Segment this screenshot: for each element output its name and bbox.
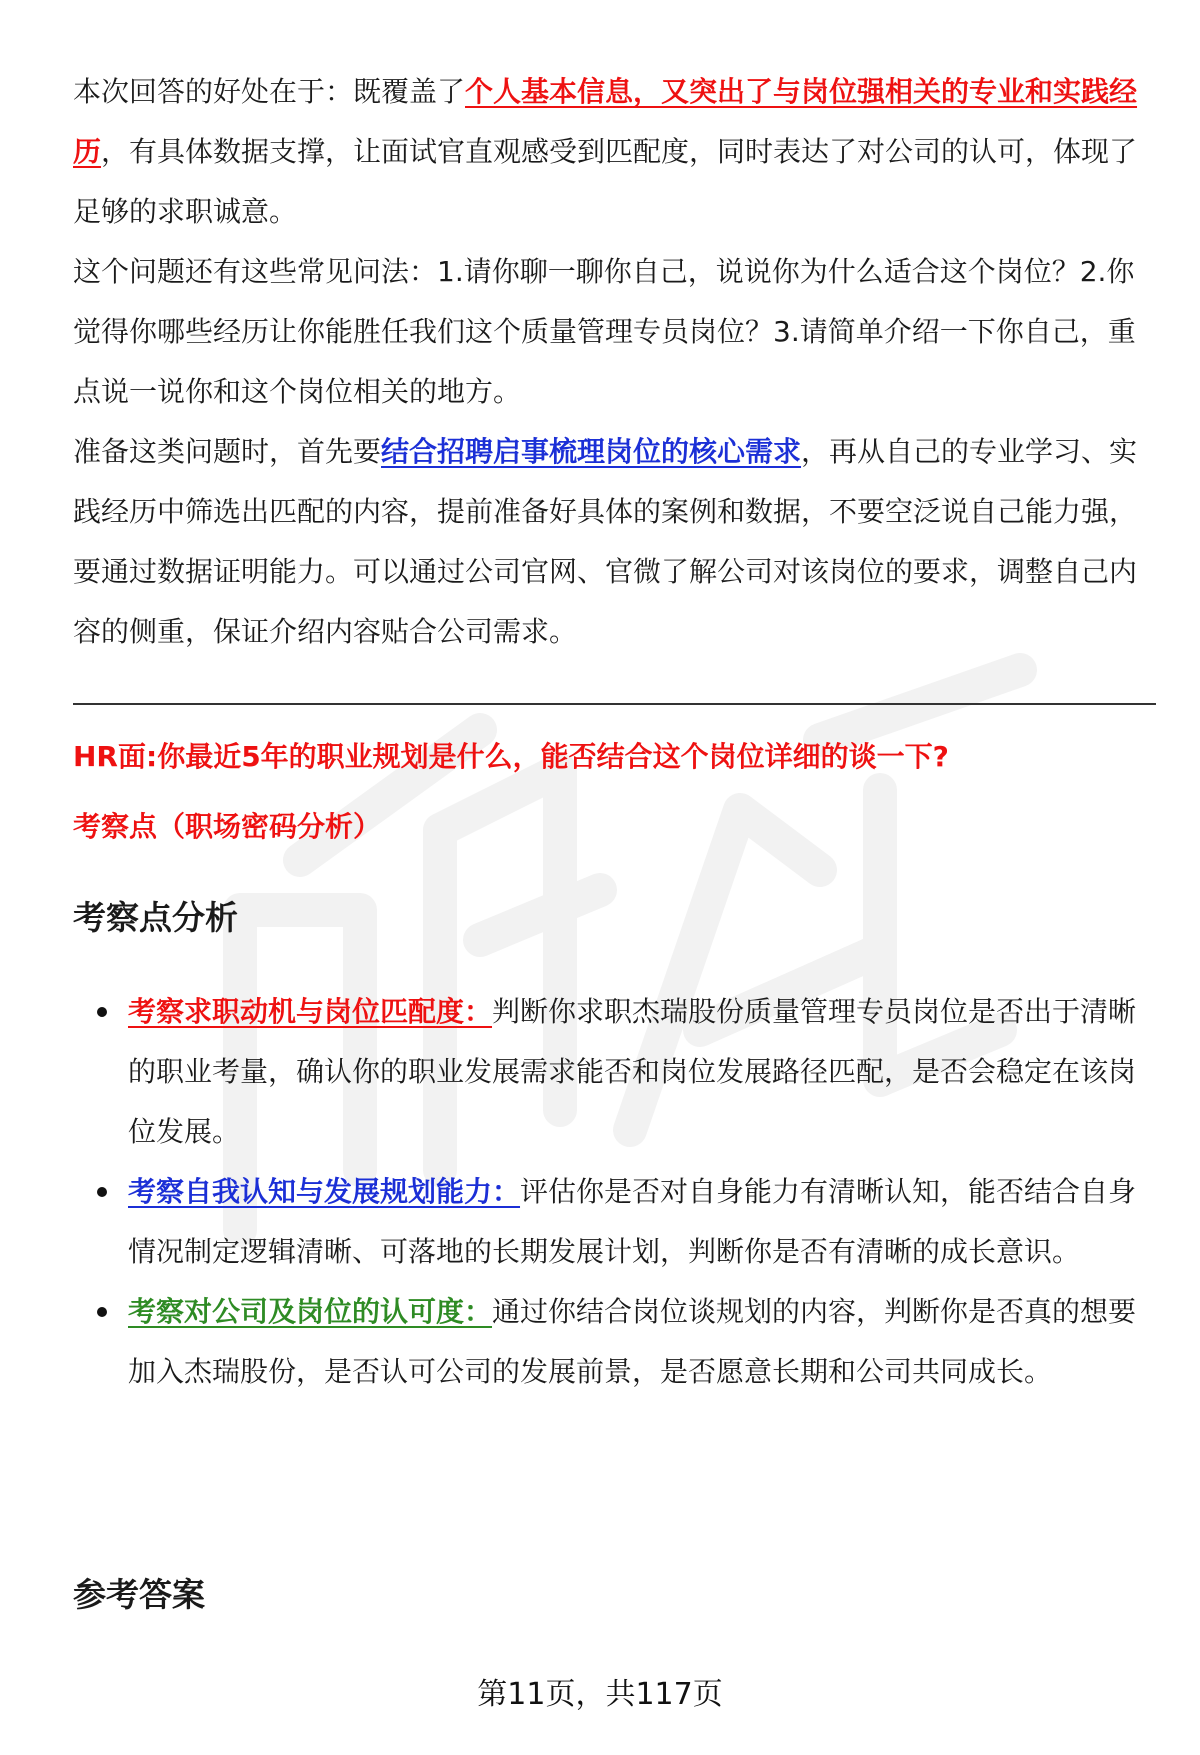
analysis-point	[73, 982, 1158, 1162]
bullet-icon	[97, 1007, 107, 1017]
analysis-points	[73, 982, 1158, 1402]
intro-p3-suffix: ，再从自己的专业学习、实践经历中筛选出匹配的内容，提前准备好具体的案例和数据，不要空泛说自己能力强，要通过数据证明能力。可以通过公司官网、官微了解公司对该岗位的要求，调整自己内容的侧重，保证介绍内容贴合公司需求。	[73, 435, 1138, 648]
answer-heading: 参考答案	[73, 1575, 205, 1614]
point-label: 考察对公司及岗位的认可度：	[128, 1295, 493, 1328]
bullet-icon	[97, 1187, 107, 1197]
hr-question: HR面:你最近5年的职业规划是什么，能否结合这个岗位详细的谈一下?	[73, 740, 949, 773]
point-text: 评估你是否对自身能力有清晰认知，能否结合自身情况制定逻辑清晰、可落地的长期发展计划，判断你是否有清晰的成长意识。	[128, 1175, 1137, 1268]
page-number: 第11页，共117页	[477, 1677, 723, 1712]
intro-p1-suffix: ，有具体数据支撑，让面试官直观感受到匹配度，同时表达了对公司的认可，体现了足够的求职诚意。	[73, 135, 1138, 228]
intro-section	[73, 62, 1153, 662]
kaocha-title: 考察点（职场密码分析）	[73, 810, 382, 843]
bullet-icon	[97, 1307, 107, 1317]
intro-paragraph-1	[73, 62, 1153, 242]
intro-p3-highlight: 结合招聘启事梳理岗位的核心需求	[381, 435, 802, 468]
intro-p3-prefix: 准备这类问题时，首先要	[73, 435, 382, 468]
intro-p1-highlight: 个人基本信息，又突出了与岗位强相关的专业和实践经历	[73, 75, 1138, 168]
point-text: 通过你结合岗位谈规划的内容，判断你是否真的想要加入杰瑞股份，是否认可公司的发展前景，是否愿意长期和公司共同成长。	[128, 1295, 1137, 1388]
analysis-point	[73, 1162, 1158, 1282]
point-text: 判断你求职杰瑞股份质量管理专员岗位是否出于清晰的职业考量，确认你的职业发展需求能否和岗位发展路径匹配，是否会稳定在该岗位发展。	[128, 995, 1137, 1148]
point-label: 考察自我认知与发展规划能力：	[128, 1175, 521, 1208]
intro-paragraph-2: 这个问题还有这些常见问法：1.请你聊一聊你自己，说说你为什么适合这个岗位？2.你觉得你哪些经历让你能胜任我们这个质量管理专员岗位？3.请简单介绍一下你自己，重点说一说你和这个岗位相关的地方。	[73, 255, 1136, 408]
intro-p1-prefix: 本次回答的好处在于：既覆盖了	[73, 75, 466, 108]
intro-paragraph-3	[73, 422, 1153, 662]
section-divider	[73, 703, 1156, 705]
analysis-point	[73, 1282, 1158, 1402]
analysis-heading: 考察点分析	[73, 898, 238, 937]
point-label: 考察求职动机与岗位匹配度：	[128, 995, 493, 1028]
